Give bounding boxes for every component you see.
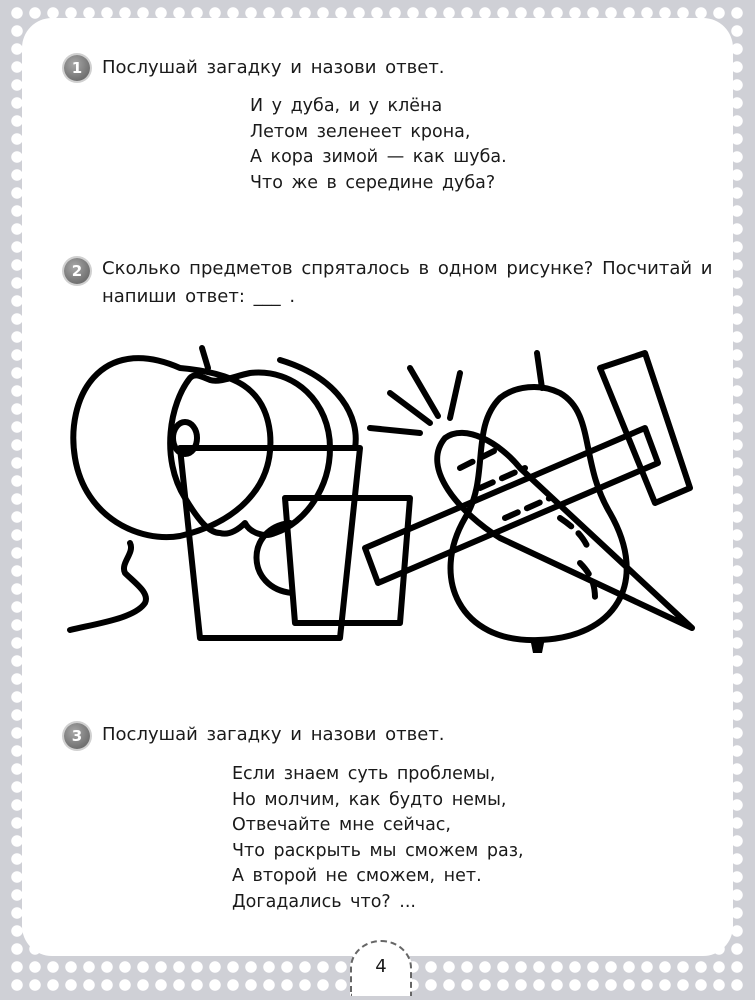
apple-outline xyxy=(170,373,330,535)
riddle-line: Догадались что? ... xyxy=(232,891,416,912)
riddle-line: И у дуба, и у клёна xyxy=(250,96,443,116)
pear-tip xyxy=(530,638,545,653)
carrot-top xyxy=(370,368,460,433)
task-1-number: 1 xyxy=(64,55,90,81)
riddle-line: Отвечайте мне сейчас, xyxy=(232,815,451,835)
page-number-tab xyxy=(350,940,412,996)
riddle-line: Но молчим, как будто немы, xyxy=(232,789,507,810)
riddle-line: А кора зимой — как шуба. xyxy=(250,147,507,167)
hidden-objects-icon xyxy=(60,338,700,663)
task-2-number: 2 xyxy=(64,258,90,284)
bucket-outline xyxy=(180,448,360,638)
task-1-instruction: Послушай загадку и назови ответ. xyxy=(102,57,445,78)
page-number: 4 xyxy=(375,956,387,977)
task-3-number: 3 xyxy=(64,723,90,749)
riddle-line: Летом зеленеет крона, xyxy=(250,121,471,142)
balloon-string xyxy=(70,543,146,630)
task-1-riddle xyxy=(250,94,507,196)
riddle-line: Что же в середине дуба? xyxy=(250,172,496,193)
apple-stem xyxy=(202,348,208,368)
task-2-instruction-line-2: напиши ответ: ___ . xyxy=(102,286,296,307)
pear-stem xyxy=(537,353,542,388)
task-2-instruction-line-1: Сколько предметов спряталось в одном рисунке? Посчитай и xyxy=(102,258,713,279)
riddle-line: Если знаем суть проблемы, xyxy=(232,764,496,784)
riddle-line: А второй не сможем, нет. xyxy=(232,866,482,886)
task-3-instruction: Послушай загадку и назови ответ. xyxy=(102,724,445,745)
riddle-line: Что раскрыть мы сможем раз, xyxy=(232,840,524,861)
task-3-riddle xyxy=(232,762,524,915)
